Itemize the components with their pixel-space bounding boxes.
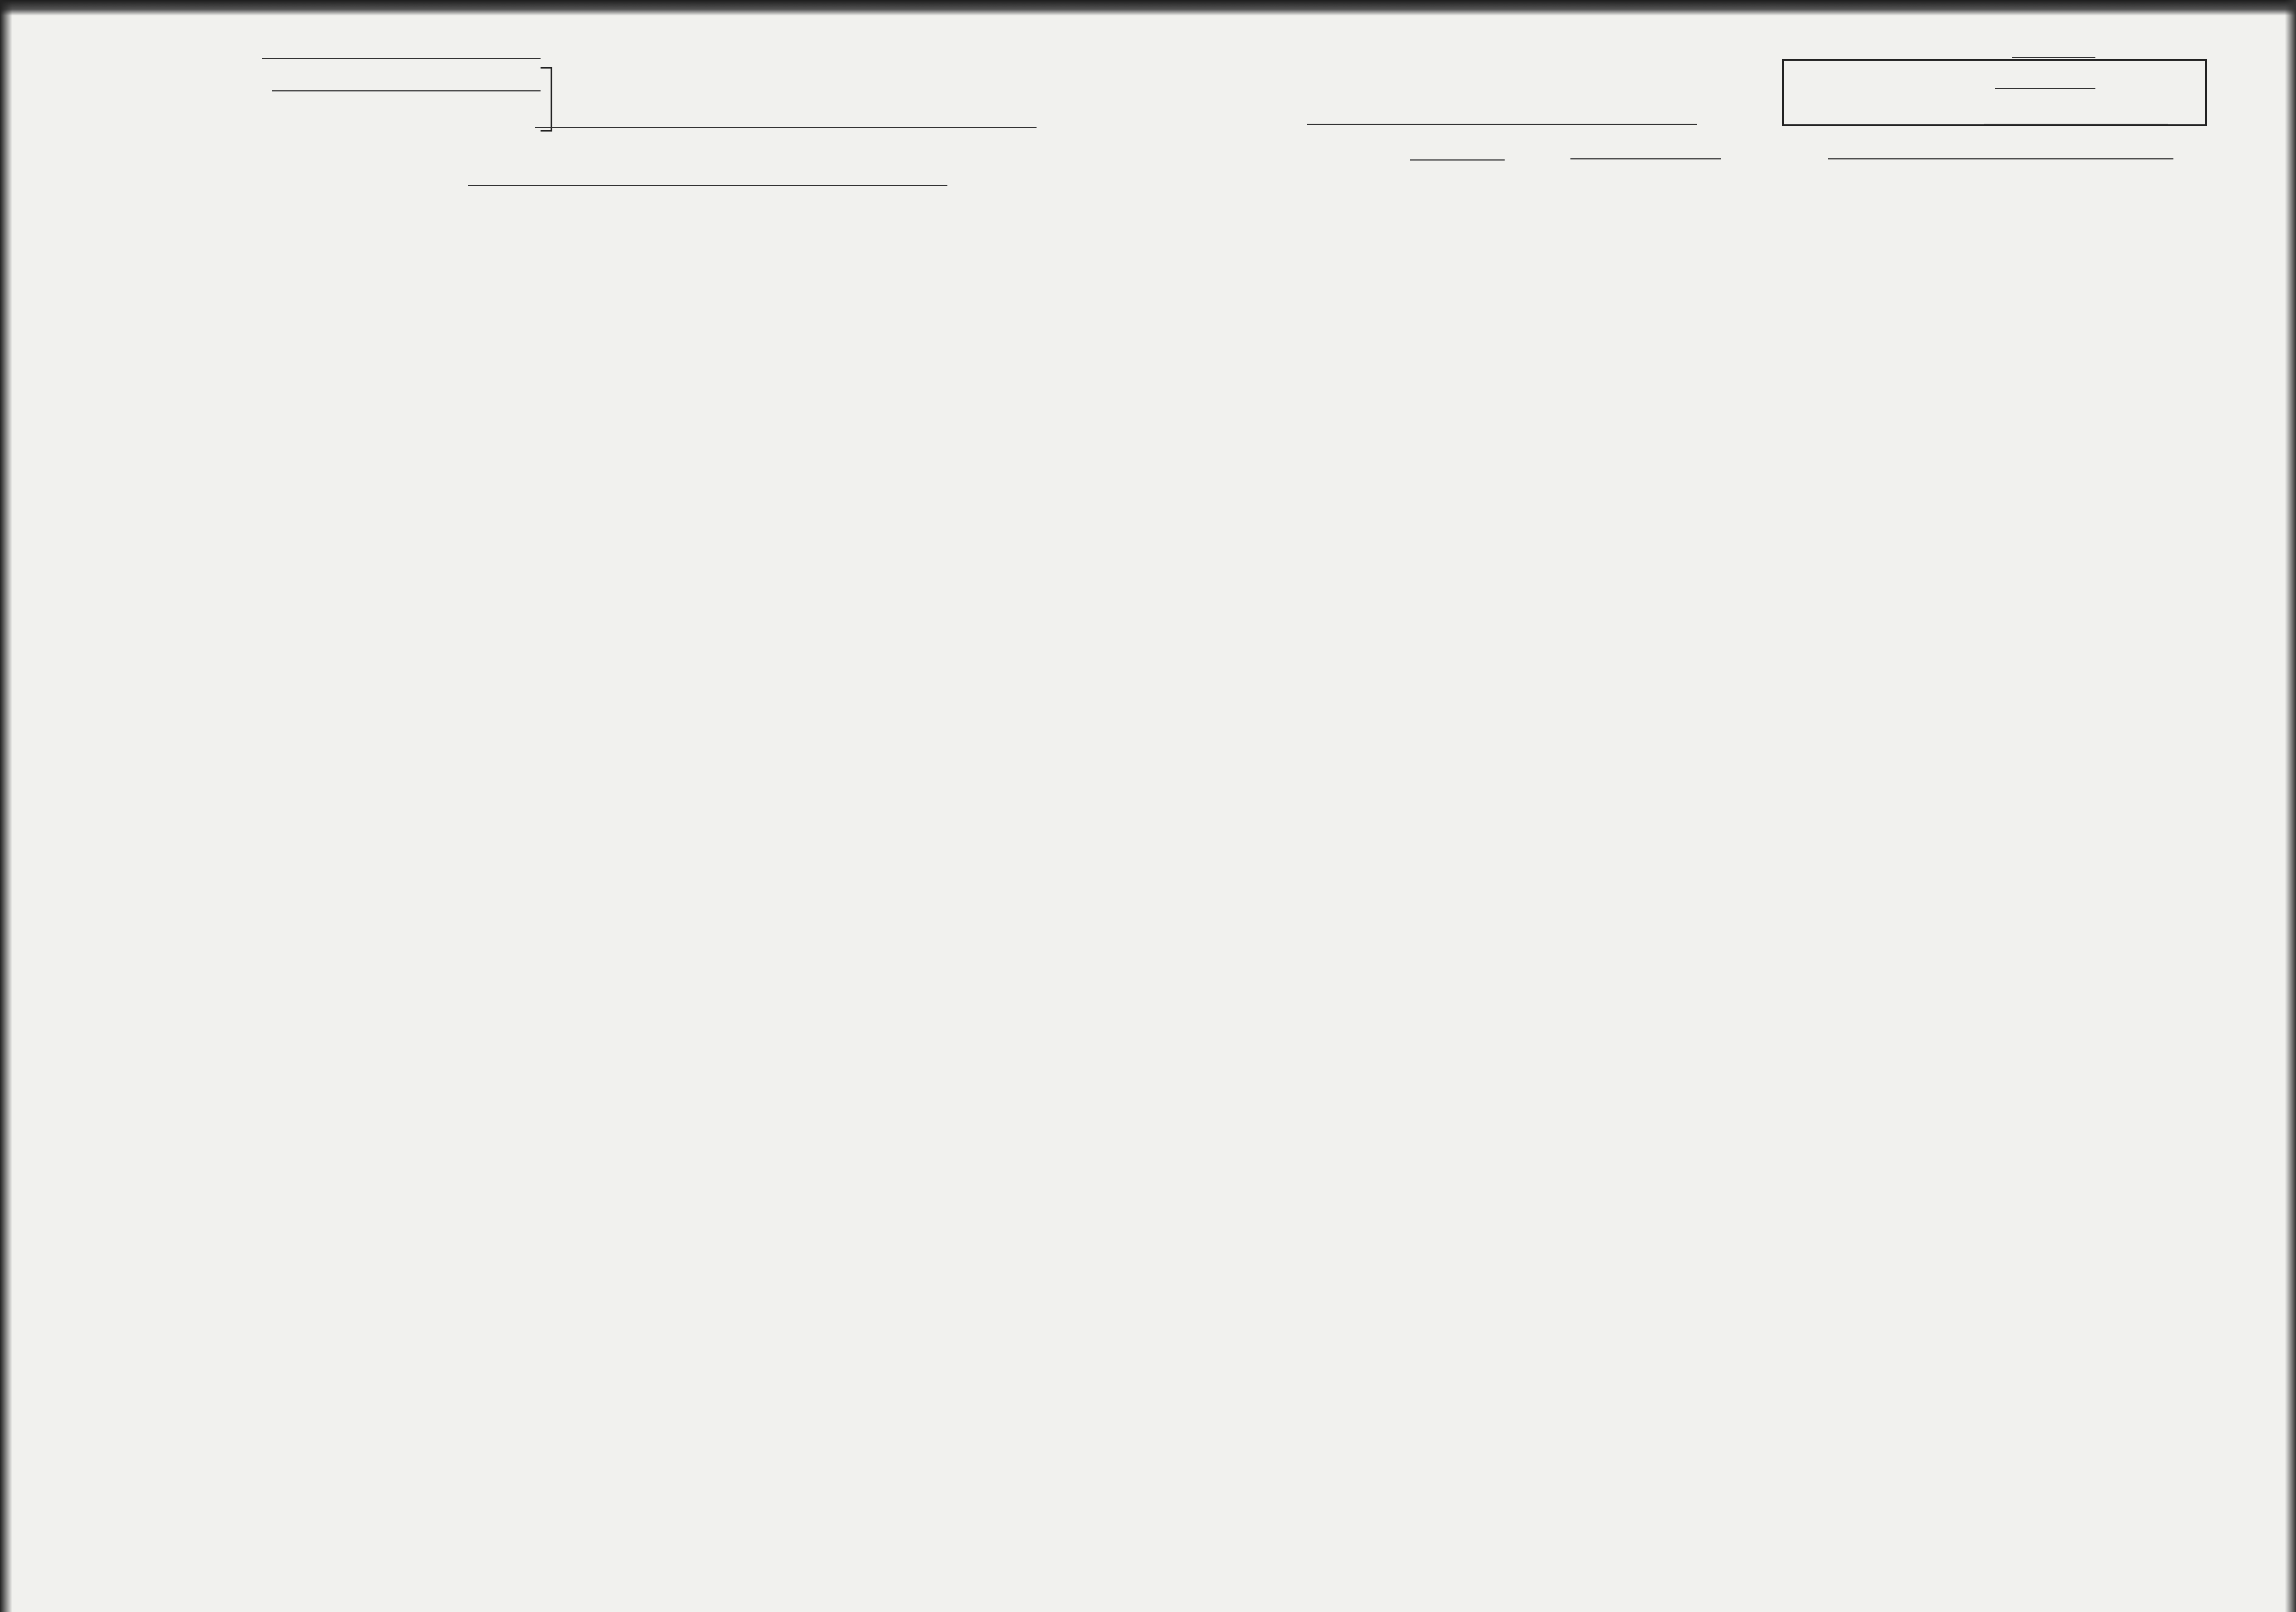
- name-instructions: [351, 227, 585, 339]
- nativity-instructions: [1103, 227, 1828, 250]
